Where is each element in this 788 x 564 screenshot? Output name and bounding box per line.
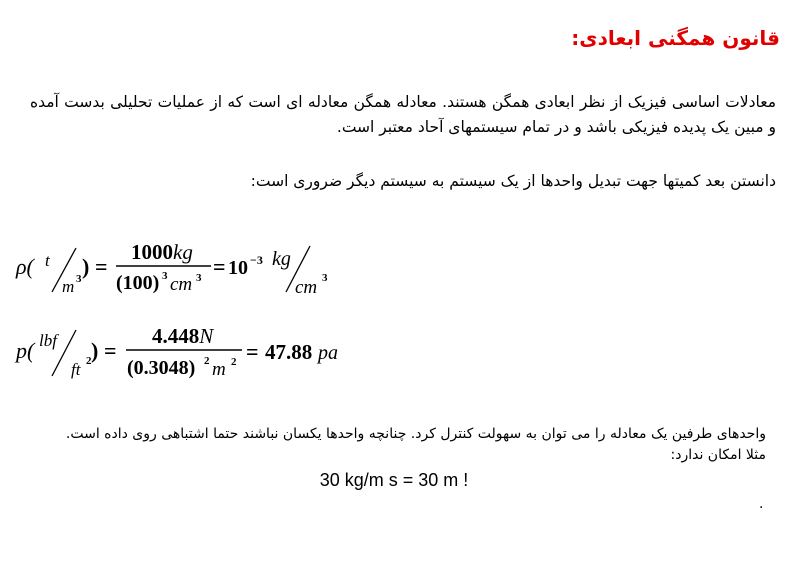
eq1-result-unit-num: kg <box>272 248 291 270</box>
eq1-frac-den-exponent: 3 <box>162 270 168 282</box>
paragraph-unit-check: واحدهای طرفین یک معادله را می توان به سهولت کنترل کرد. چنانچه واحدها یکسان نباشند حتما اشتباهی روی داده است. <box>65 426 766 442</box>
equation-pressure <box>10 316 360 386</box>
eq2-frac-den-unit-exponent: 2 <box>231 356 237 368</box>
eq2-close-paren: ) <box>91 338 99 363</box>
eq2-frac-den-exponent: 2 <box>204 355 210 367</box>
eq1-result-unit-den-exponent: 3 <box>322 272 328 284</box>
eq2-frac-numerator-unit: N <box>199 324 214 348</box>
eq1-frac-numerator-unit: kg <box>173 240 193 264</box>
eq2-equals-2: = <box>246 339 259 364</box>
eq2-unit-numerator: lbf <box>39 331 57 350</box>
eq2-result-value: 47.88 <box>265 340 313 364</box>
eq1-result-unit-den: cm <box>295 277 318 298</box>
equation-density <box>10 232 360 302</box>
eq2-frac-den-unit: m <box>212 359 226 380</box>
eq2-unit-den-exponent: 2 <box>86 355 92 367</box>
eq2-lhs-symbol: p( <box>16 338 35 363</box>
eq2-frac-numerator-group <box>152 324 214 348</box>
paragraph-unit-conversion: دانستن بعد کمیتها جهت تبدیل واحدها از یک سیستم به سیستم دیگر ضروری است: <box>250 172 776 190</box>
section-title: قانون همگنی ابعادی: <box>571 26 780 50</box>
eq2-equals: = <box>104 338 117 363</box>
eq1-equals: = <box>95 254 108 279</box>
eq1-frac-den-value: (100) <box>116 272 160 294</box>
eq2-frac-numerator-value: 4.448 <box>152 324 200 348</box>
eq1-close-paren: ) <box>82 254 90 279</box>
eq1-frac-numerator-value: 1000 <box>131 240 173 264</box>
eq1-frac-den-unit: cm <box>170 274 193 295</box>
eq2-unit-denominator: ft <box>71 360 81 379</box>
paragraph-example-intro: مثلا امکان ندارد: <box>670 447 766 463</box>
eq2-result-unit: pa <box>318 342 338 364</box>
eq1-unit-numerator: t <box>45 251 50 270</box>
eq1-frac-numerator-group <box>131 240 193 264</box>
trailing-dot: . <box>759 496 764 512</box>
eq1-frac-den-unit-exponent: 3 <box>196 272 202 284</box>
eq1-unit-denominator: m <box>62 277 75 296</box>
eq2-frac-den-value: (0.3048) <box>127 357 196 379</box>
eq1-unit-den-exponent: 3 <box>76 273 82 285</box>
eq1-equals-2: = <box>213 254 226 279</box>
eq1-result-exponent: −3 <box>250 253 263 267</box>
eq1-result-mantissa: 10 <box>228 257 248 279</box>
invalid-equation-example: 30 kg/m s = 30 m ! <box>319 470 469 490</box>
paragraph-homogeneity-definition: معادلات اساسی فیزیک از نظر ابعادی همگن هستند. معادله همگن معادله ای است که از عملیات تحلیلی بدست آمده و مبین یک پدیده فیزیکی باشد و در تمام سیستمهای آحاد معتبر است. <box>30 93 776 136</box>
eq1-lhs-symbol: ρ( <box>16 254 34 279</box>
